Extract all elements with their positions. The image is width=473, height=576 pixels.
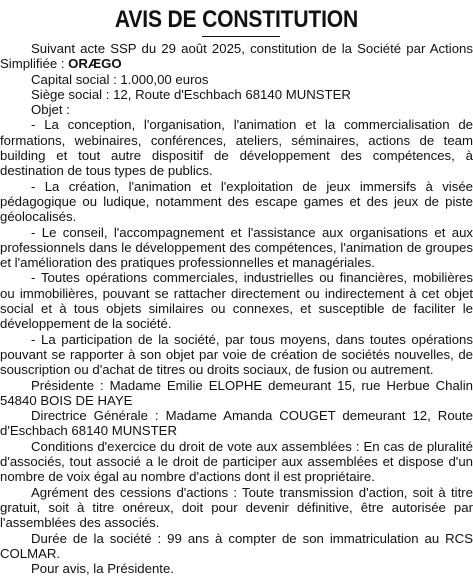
company-name: ORÆGO — [68, 56, 122, 72]
presidente-line: Présidente : Madame Emilie ELOPHE demeurant 15, rue Herbue Chalin 54840 BOIS DE HAYE — [0, 377, 473, 408]
objet-item: - La participation de la société, par tous moyens, dans toutes opérations pouvant se rapporter à son objet par voie de création de sociétés nouvelles, de souscription ou d'achat de titres ou droits sociaux, de fusion ou autrement. — [0, 331, 473, 378]
objet-item: - La création, l'animation et l'exploitation de jeux immersifs à visée pédagogique ou ludique, notamment des escape games et des jeux de piste géolocalisés. — [0, 178, 473, 225]
agrement-paragraph: Agrément des cessions d'actions : Toute transmission d'action, soit à titre gratuit, soit à titre onéreux, doit pour devenir définitive, être autorisée par l'assemblées des associés. — [0, 484, 473, 531]
directrice-line: Directrice Générale : Madame Amanda COUGET demeurant 12, Route d'Eschbach 68140 MUNSTER — [0, 408, 473, 439]
signature-line: Pour avis, la Présidente. — [31, 561, 174, 576]
objet-label: Objet : — [31, 102, 70, 118]
objet-item: - Toutes opérations commerciales, industrielles ou financières, mobilières ou immobilières, pouvant se rattacher directement ou indirectement à cet objet social et à tous objets similaires ou connexes, et susceptible de faciliter le développement de la société. — [0, 270, 473, 332]
siege-line: Siège social : 12, Route d'Eschbach 68140 MUNSTER — [31, 86, 351, 102]
objet-item: - La conception, l'organisation, l'animation et la commercialisation de formations, webinaires, conférences, ateliers, séminaires, actions de team building et tout autre dispositif de développement des compétences, à destination de tous types de publics. — [0, 117, 473, 179]
notice-body — [0, 41, 473, 576]
conditions-paragraph: Conditions d'exercice du droit de vote aux assemblées : En cas de pluralité d'associés, tout associé a le droit de participer aux assemblées et dispose d'un nombre de voix égal au nombre d'actions dont il est propriétaire. — [0, 438, 473, 485]
capital-line: Capital social : 1.000,00 euros — [31, 71, 209, 87]
notice-title: AVIS DE CONSTITUTION — [114, 6, 359, 33]
duree-line: Durée de la société : 99 ans à compter de son immatriculation au RCS COLMAR. — [0, 530, 473, 561]
intro-text: Suivant acte SSP du 29 août 2025, constitution de la Société par Actions Simplifiée : ORÆGO — [0, 41, 473, 72]
objet-item: - Le conseil, l'accompagnement et l'assistance aux organisations et aux professionnels dans le développement des compétences, l'animation de groupes et l'amélioration des pratiques professionnelles et managériales. — [0, 224, 473, 271]
title-underline — [202, 36, 280, 37]
